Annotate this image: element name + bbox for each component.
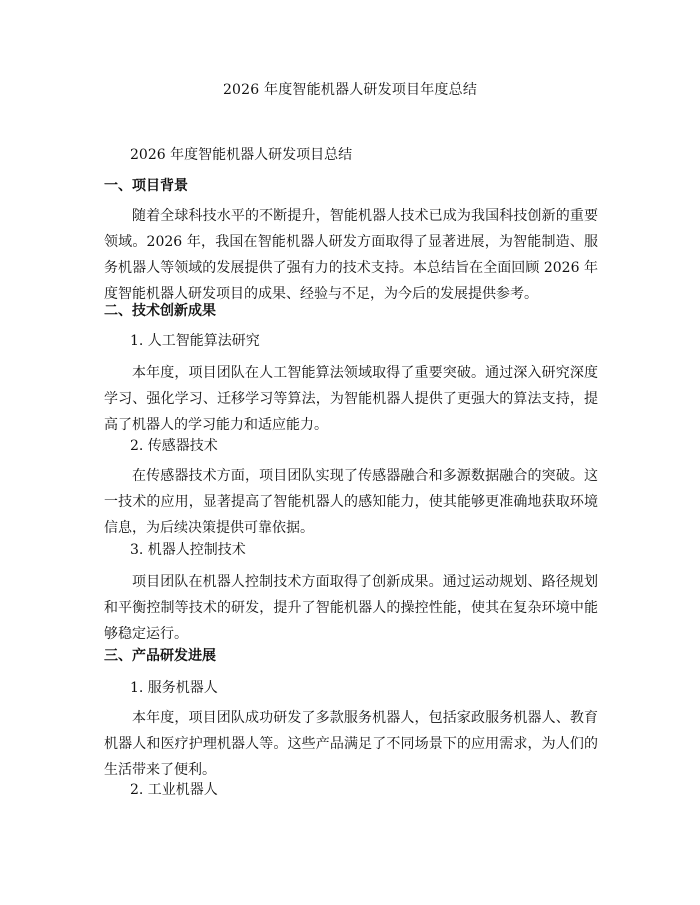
section-heading-tech-innovation: 二、技术创新成果 [104,303,216,319]
subheading-ai-algorithms: 1. 人工智能算法研究 [130,333,260,349]
section-heading-background: 一、项目背景 [104,178,188,194]
subheading-industrial-robots: 2. 工业机器人 [130,782,218,798]
paragraph-sensor-tech: 在传感器技术方面，项目团队实现了传感器融合和多源数据融合的突破。这一技术的应用，显著提高了智能机器人的感知能力，使其能够更准确地获取环境信息，为后续决策提供可靠依据。 [104,468,598,536]
subheading-robot-control: 3. 机器人控制技术 [130,542,246,558]
section-heading-product-dev: 三、产品研发进展 [104,648,216,664]
subheading-service-robots: 1. 服务机器人 [130,680,218,696]
paragraph-robot-control: 项目团队在机器人控制技术方面取得了创新成果。通过运动规划、路径规划和平衡控制等技术的研发，提升了智能机器人的操控性能，使其在复杂环境中能够稳定运行。 [104,574,598,642]
document-title: 2026 年度智能机器人研发项目年度总结 [222,82,478,98]
document-subtitle: 2026 年度智能机器人研发项目总结 [130,147,353,163]
paragraph-ai-algorithms: 本年度，项目团队在人工智能算法领域取得了重要突破。通过深入研究深度学习、强化学习、迁移学习等算法，为智能机器人提供了更强大的算法支持，提高了机器人的学习能力和适应能力。 [104,365,598,433]
subheading-sensor-tech: 2. 传感器技术 [130,438,218,454]
section-paragraph-background: 随着全球科技水平的不断提升，智能机器人技术已成为我国科技创新的重要领域。2026 年，我国在智能机器人研发方面取得了显著进展，为智能制造、服务机器人等领域的发展提供了强有力的技术支持。本总结旨在全面回顾 2026 年度智能机器人研发项目的成果、经验与不足，为今后的发展提供参考。 [104,208,598,302]
paragraph-service-robots: 本年度，项目团队成功研发了多款服务机器人，包括家政服务机器人、教育机器人和医疗护理机器人等。这些产品满足了不同场景下的应用需求，为人们的生活带来了便利。 [104,710,598,778]
